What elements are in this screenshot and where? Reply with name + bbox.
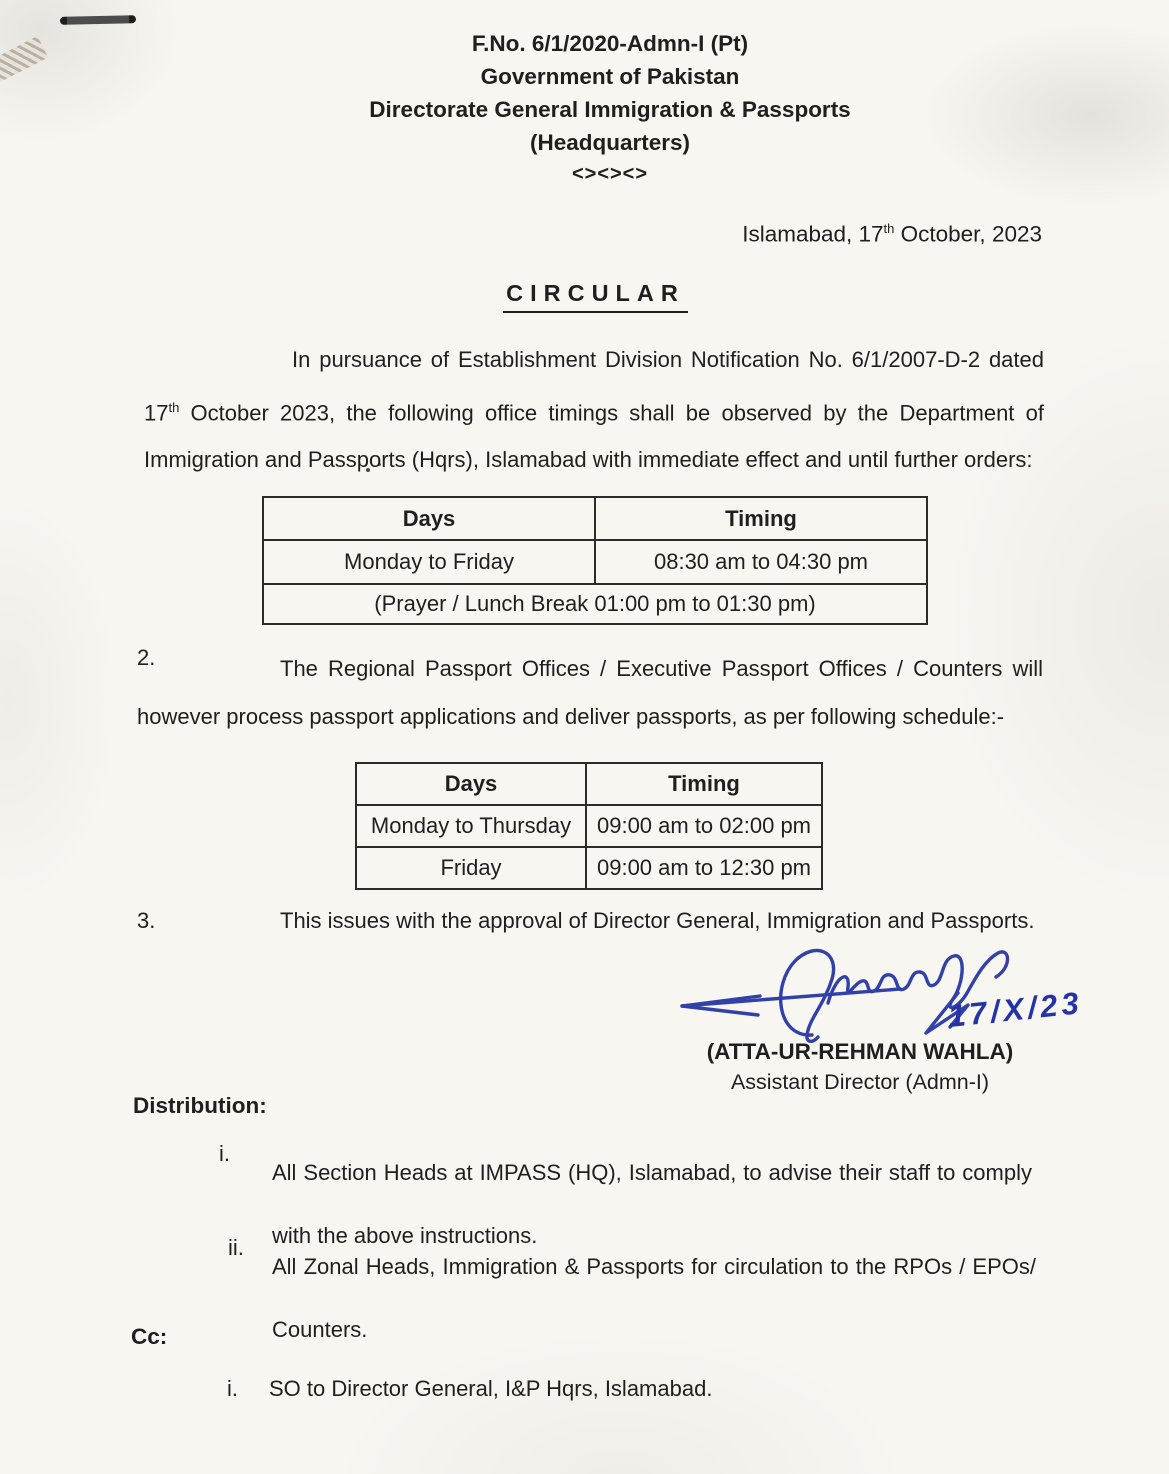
paragraph-3-number: 3.	[137, 908, 156, 933]
cell-timing: 09:00 am to 12:30 pm	[586, 847, 822, 889]
table-row	[263, 540, 927, 584]
col-header-days: Days	[263, 497, 595, 540]
office-timings-table	[262, 496, 928, 625]
paragraph-1: In pursuance of Establishment Division Notification No. 6/1/2007-D-2 dated 17th October 2023, the following office timings shall be observed by the Department of Immigration and Passports (Hqrs), Islamabad with immediate effect and until further orders:	[144, 347, 1044, 473]
document-title: CIRCULAR	[503, 280, 688, 313]
table-footer-row	[263, 584, 927, 624]
paragraph-3: This issues with the approval of Director General, Immigration and Passports.	[280, 908, 1035, 933]
dateline: Islamabad, 17th October, 2023	[742, 221, 1042, 247]
cell-days: Monday to Thursday	[356, 805, 586, 847]
table-header-row	[356, 763, 822, 805]
diamond-separator: <><><>	[571, 163, 649, 185]
col-header-timing: Timing	[586, 763, 822, 805]
col-header-timing: Timing	[595, 497, 927, 540]
handwritten-date: 17/X/23	[946, 985, 1085, 1034]
signatory-name: (ATTA-UR-REHMAN WAHLA)	[706, 1039, 1014, 1064]
org-name: Government of Pakistan	[480, 64, 740, 89]
distribution-item-number: ii.	[228, 1235, 244, 1260]
distribution-item-text: All Section Heads at IMPASS (HQ), Islamabad, to advise their staff to comply with the above instructions.	[272, 1160, 1032, 1248]
letterhead	[40, 31, 1169, 193]
cell-days: Monday to Friday	[263, 540, 595, 584]
cell-days: Friday	[356, 847, 586, 889]
cc-item-text: SO to Director General, I&P Hqrs, Islamabad.	[269, 1376, 713, 1401]
rpo-schedule-table	[355, 762, 823, 890]
table-row	[356, 805, 822, 847]
signatory-designation: Assistant Director (Admn-I)	[730, 1070, 990, 1094]
paragraph-2: The Regional Passport Offices / Executive Passport Offices / Counters will however process passport applications and deliver passports, as per following schedule:-	[137, 656, 1043, 729]
directorate-name: Directorate General Immigration & Passports	[369, 97, 851, 122]
document-title-wrap	[148, 280, 1043, 313]
cell-break-note: (Prayer / Lunch Break 01:00 pm to 01:30 pm)	[263, 584, 927, 624]
col-header-days: Days	[356, 763, 586, 805]
table-header-row	[263, 497, 927, 540]
cc-heading: Cc:	[131, 1324, 168, 1349]
paragraph-2-number: 2.	[137, 645, 156, 670]
table-row	[356, 847, 822, 889]
distribution-heading: Distribution:	[133, 1093, 267, 1118]
distribution-item-number: i.	[219, 1141, 230, 1166]
file-number: F.No. 6/1/2020-Admn-I (Pt)	[471, 31, 749, 56]
staple-mark	[60, 15, 136, 25]
cell-timing: 09:00 am to 02:00 pm	[586, 805, 822, 847]
cell-timing: 08:30 am to 04:30 pm	[595, 540, 927, 584]
ordinal-superscript: th	[883, 221, 895, 236]
headquarters-label: (Headquarters)	[529, 130, 691, 155]
cc-item-number: i.	[227, 1376, 238, 1401]
distribution-item-text: All Zonal Heads, Immigration & Passports for circulation to the RPOs / EPOs/ Counters.	[272, 1254, 1036, 1342]
ordinal-superscript: th	[168, 399, 180, 415]
